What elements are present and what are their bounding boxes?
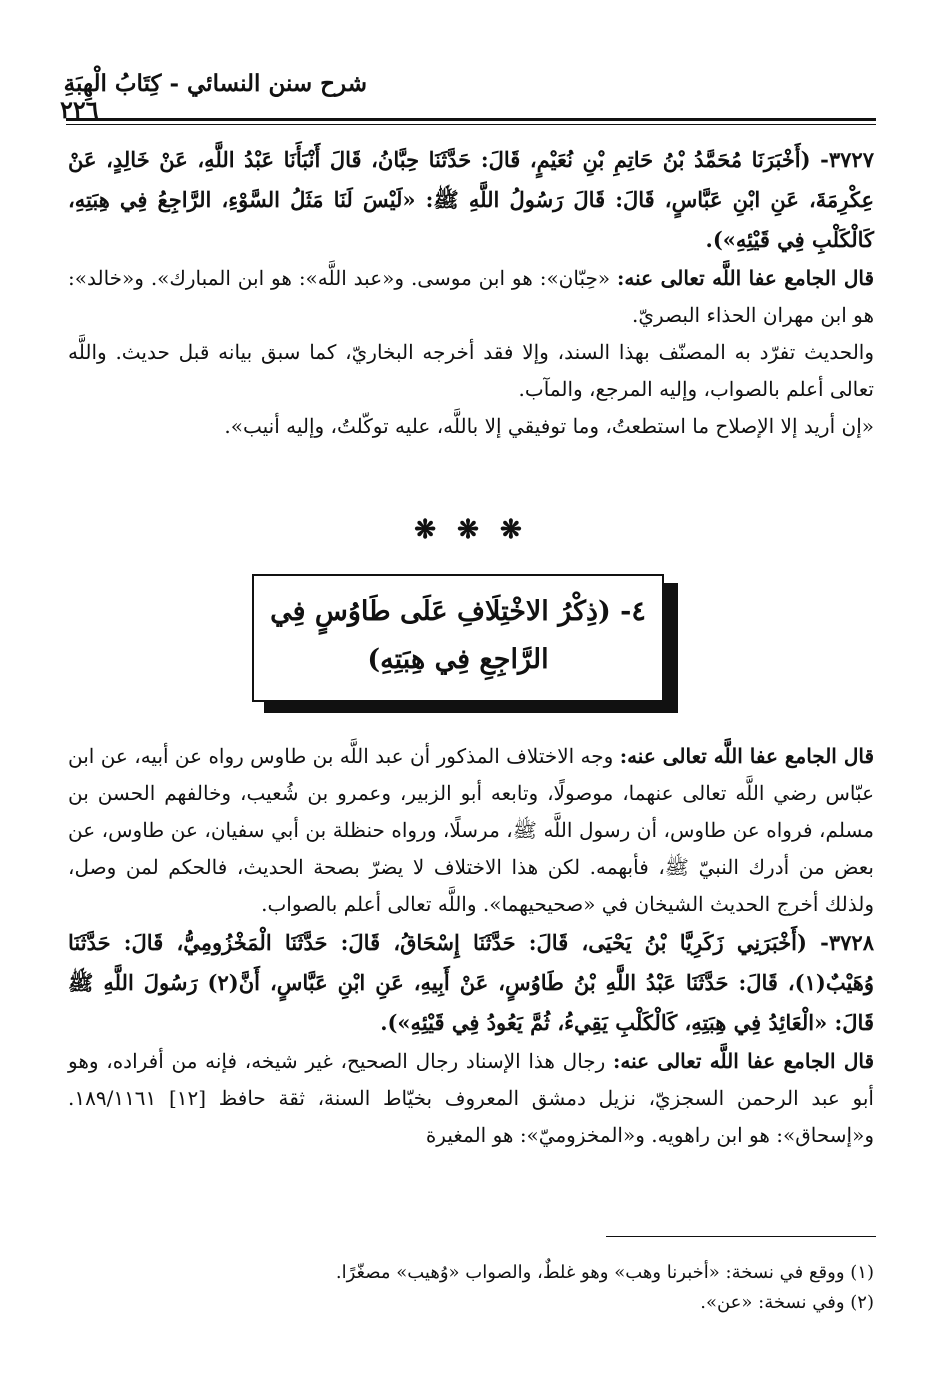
chapter-heading-box xyxy=(252,574,664,702)
commentary-lead: قال الجامع عفا اللَّه تعالى عنه: xyxy=(613,1049,875,1073)
commentary-text: وجه الاختلاف المذكور أن عبد اللَّه بن طاوس رواه عن أبيه، عن ابن عبّاس رضي اللَّه تعالى عنهما، موصولًا، وتابعه أبو الزبير، وعمرو بن شُعيب، وخالفهم الحسن بن مسلم، فرواه عن طاوس، أن رسول اللَّه ﷺ، مرسلًا، ورواه حنظلة بن أبي سفيان، عن طاوس، عن بعض من أدرك النبيّ ﷺ، فأبهمه. لكن هذا الاختلاف لا يضرّ بصحة الحديث، فالحكم لمن وصل، ولذلك أخرج الحديث الشيخان في «صحيحيهما». واللَّه تعالى أعلم بالصواب. xyxy=(68,744,874,916)
hadith-3727: ٣٧٢٧- (أَخْبَرَنَا مُحَمَّدُ بْنُ حَاتِمِ بْنِ نُعَيْمٍ، قَالَ: حَدَّثَنَا حِبَّانُ، قَالَ أَنْبَأَنَا عَبْدُ اللَّهِ، عَنْ خَالِدٍ، عَنْ عِكْرِمَةَ، عَنِ ابْنِ عَبَّاسٍ، قَالَ: قَالَ رَسُولُ اللَّهِ ﷺ: «لَيْسَ لَنَا مَثَلُ السَّوْءِ، الرَّاجِعُ فِي هِبَتِهِ، كَالْكَلْبِ فِي قَيْئِهِ»). xyxy=(68,147,874,252)
commentary-lead: قال الجامع عفا اللَّه تعالى عنه: xyxy=(617,266,875,290)
section-separator-stars: ❋ ❋ ❋ xyxy=(414,515,528,545)
commentary-text: «حِبّان»: هو ابن موسى. و«عبد اللَّه»: هو ابن المبارك». و«خالد»: هو ابن مهران الحذاء البصريّ. xyxy=(68,266,874,327)
header-rule-thick xyxy=(66,118,876,121)
commentary-paragraph xyxy=(68,738,874,923)
footnote-rule xyxy=(606,1236,876,1237)
page-number: ٢٢٦ xyxy=(60,95,99,124)
footnote-2: (٢) وفي نسخة: «عن». xyxy=(700,1292,874,1313)
paragraph-source-note: والحديث تفرّد به المصنّف بهذا السند، وإلا فقد أخرجه البخاريّ، كما سبق بيانه قبل حديث. واللَّه تعالى أعلم بالصواب، وإليه المرجع، والمآب. xyxy=(68,340,874,401)
footnote-1: (١) ووقع في نسخة: «أخبرنا وهب» وهو غلطٌ، والصواب «وُهيب» مصغّرًا. xyxy=(335,1262,874,1283)
header-rule-thin xyxy=(66,124,876,125)
paragraph-quote: «إن أريد إلا الإصلاح ما استطعتُ، وما توفيقي إلا باللَّه، عليه توكّلتُ، وإليه أنيب». xyxy=(224,414,874,438)
commentary-paragraph xyxy=(68,260,874,334)
hadith-3728: ٣٧٢٨- (أَخْبَرَنِي زَكَرِيَّا بْنُ يَحْيَى، قَالَ: حَدَّثَنَا إِسْحَاقُ، قَالَ: حَدَّثَنَا الْمَخْزُومِيُّ، قَالَ: حَدَّثَنَا وُهَيْبٌ(١)، قَالَ: حَدَّثَنَا عَبْدُ اللَّهِ بْنُ طَاوُسٍ، عَنْ أَبِيهِ، عَنِ ابْنِ عَبَّاسٍ، أَنَّ(٢) رَسُولَ اللَّهِ ﷺ قَالَ: «الْعَائِدُ فِي هِبَتِهِ، كَالْكَلْبِ يَقِيءُ، ثُمَّ يَعُودُ فِي قَيْئِهِ»). xyxy=(68,930,874,1035)
commentary-paragraph xyxy=(68,1043,874,1154)
chapter-heading-line-1: ٤- (ذِكْرُ الاخْتِلَافِ عَلَى طَاوُسٍ فِي xyxy=(270,596,646,627)
commentary-lead: قال الجامع عفا اللَّه تعالى عنه: xyxy=(619,744,875,768)
running-header-title: شرح سنن النسائي - كِتَابُ الْهِبَةِ xyxy=(63,70,367,97)
section-two xyxy=(68,738,874,1154)
section-one xyxy=(68,140,874,445)
chapter-heading-line-2: الرَّاجِعِ فِي هِبَتِهِ) xyxy=(367,644,549,675)
commentary-text: رجال هذا الإسناد رجال الصحيح، غير شيخه، فإنه من أفراده، وهو أبو عبد الرحمن السجزيّ، نزيل دمشق المعروف بخيّاط السنة، ثقة حافظ [١٢] ١٨٩/١١٦١. و«إسحاق»: هو ابن راهويه. و«المخزوميّ»: هو المغيرة xyxy=(68,1049,874,1147)
footnotes xyxy=(68,1258,874,1318)
